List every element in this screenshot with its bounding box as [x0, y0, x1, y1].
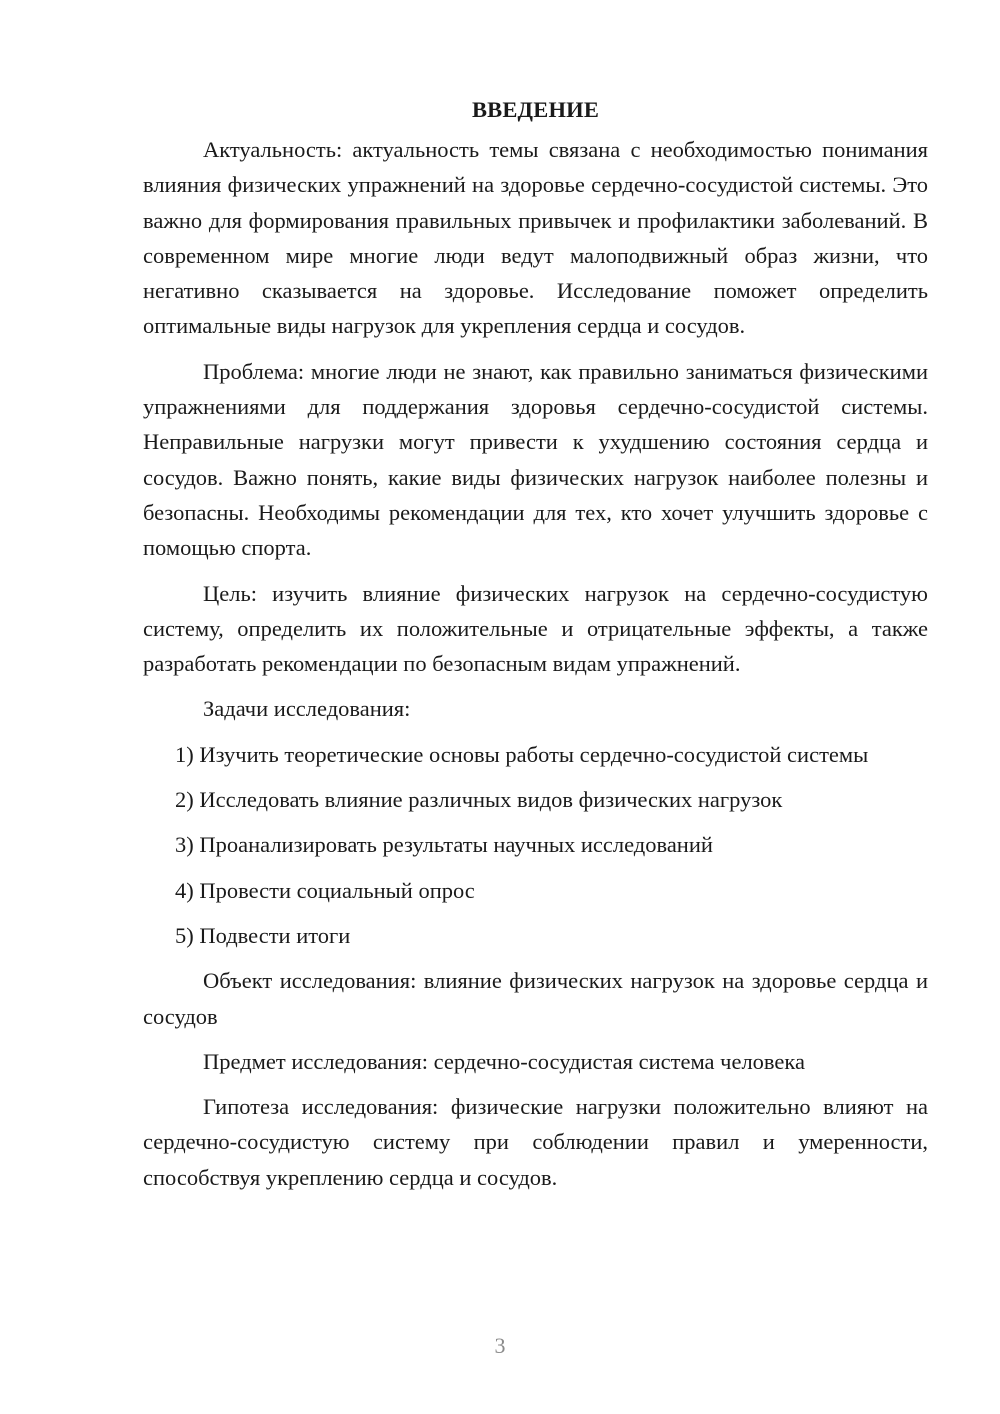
paragraph-problem: Проблема: многие люди не знают, как правильно заниматься физическими упражнениями для поддержания здоровья сердечно-сосудистой системы. Неправильные нагрузки могут привести к ухудшению состояния сердца и сосудов. Важно понять, какие виды физических нагрузок наиболее полезны и безопасны. Необходимы рекомендации для тех, кто хочет улучшить здоровье с помощью спорта. — [143, 358, 928, 561]
paragraph-relevance: Актуальность: актуальность темы связана с необходимостью понимания влияния физических упражнений на здоровье сердечно-сосудистой системы. Это важно для формирования правильных привычек и профилактики заболеваний. В современном мире многие люди ведут малоподвижный образ жизни, что негативно сказывается на здоровье. Исследование поможет определить оптимальные виды нагрузок для укрепления сердца и сосудов. — [143, 137, 928, 339]
paragraph-object: Объект исследования: влияние физических нагрузок на здоровье сердца и сосудов — [143, 968, 928, 1029]
task-item: 2) Исследовать влияние различных видов физических нагрузок — [175, 787, 783, 813]
document-body — [143, 92, 928, 1205]
paragraph-hypothesis: Гипотеза исследования: физические нагрузки положительно влияют на сердечно-сосудистую систему при соблюдении правил и умеренности, способствуя укреплению сердца и сосудов. — [143, 1094, 928, 1190]
tasks-list — [143, 737, 928, 953]
task-item: 1) Изучить теоретические основы работы сердечно-сосудистой системы — [175, 741, 869, 767]
tasks-heading: Задачи исследования: — [203, 696, 411, 722]
page-number: 3 — [494, 1333, 506, 1358]
task-item: 5) Подвести итоги — [175, 922, 351, 948]
task-item: 3) Проанализировать результаты научных исследований — [175, 832, 713, 858]
section-title: ВВЕДЕНИЕ — [471, 97, 600, 122]
paragraph-subject: Предмет исследования: сердечно-сосудистая система человека — [203, 1048, 805, 1074]
task-item: 4) Провести социальный опрос — [175, 877, 475, 903]
paragraph-goal: Цель: изучить влияние физических нагрузок на сердечно-сосудистую систему, определить их положительные и отрицательные эффекты, а также разработать рекомендации по безопасным видам упражнений. — [143, 580, 928, 677]
